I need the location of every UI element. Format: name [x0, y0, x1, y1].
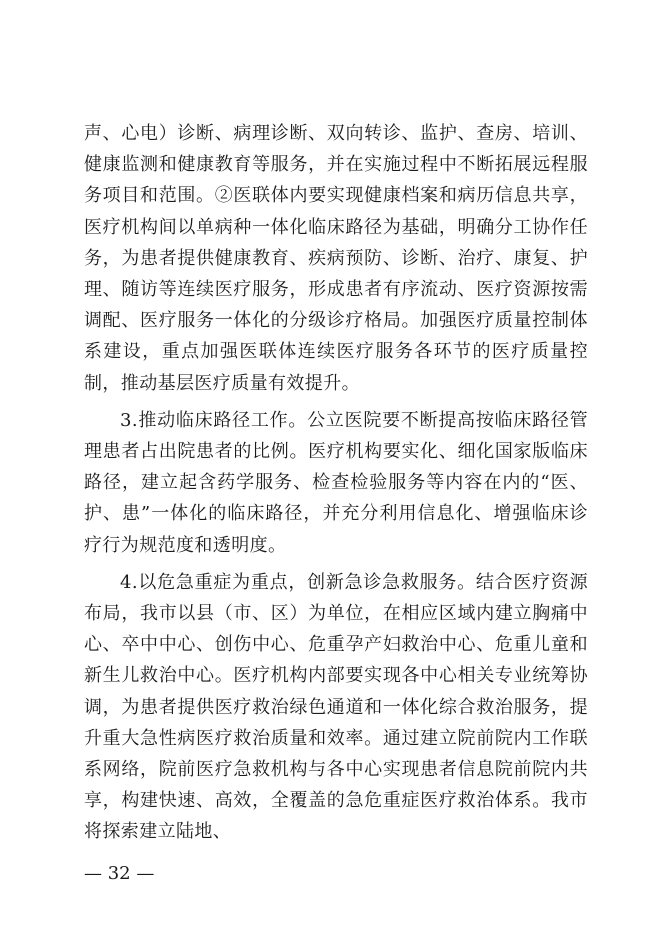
paragraph-continuation: 声、心电）诊断、病理诊断、双向转诊、监护、查房、培训、健康监测和健康教育等服务，并在实施过程中不断拓展远程服务项目和范围。②医联体内要实现健康档案和病历信息共享，医疗机构间以单病种一体化临床路径为基础，明确分工协作任务，为患者提供健康教育、疾病预防、诊断、治疗、康复、护理、随访等连续医疗服务，形成患者有序流动、医疗资源按需调配、医疗服务一体化的分级诊疗格局。加强医疗质量控制体系建设，重点加强医联体连续医疗服务各环节的医疗质量控制，推动基层医疗质量有效提升。	[84, 123, 588, 394]
page-number: — 32 —	[84, 863, 155, 884]
paragraph-emergency-services: 4.以危急重症为重点，创新急诊急救服务。结合医疗资源布局，我市以县（市、区）为单位，在相应区域内建立胸痛中心、卒中中心、创伤中心、危重孕产妇救治中心、危重儿童和新生儿救治中心。医疗机构内部要实现各中心相关专业统筹协调，为患者提供医疗救治绿色通道和一体化综合救治服务，提升重大急性病医疗救治质量和效率。通过建立院前院内工作联系网络，院前医疗急救机构与各中心实现患者信息院前院内共享，构建快速、高效，全覆盖的急危重症医疗救治体系。我市将探索建立陆地、	[84, 571, 588, 843]
body-text	[84, 118, 588, 848]
paragraph-clinical-pathway: 3.推动临床路径工作。公立医院要不断提高按临床路径管理患者占出院患者的比例。医疗机构要实化、细化国家版临床路径，建立起含药学服务、检查检验服务等内容在内的“医、护、患”一体化的临床路径，并充分利用信息化、增强临床诊疗行为规范度和透明度。	[84, 409, 588, 556]
